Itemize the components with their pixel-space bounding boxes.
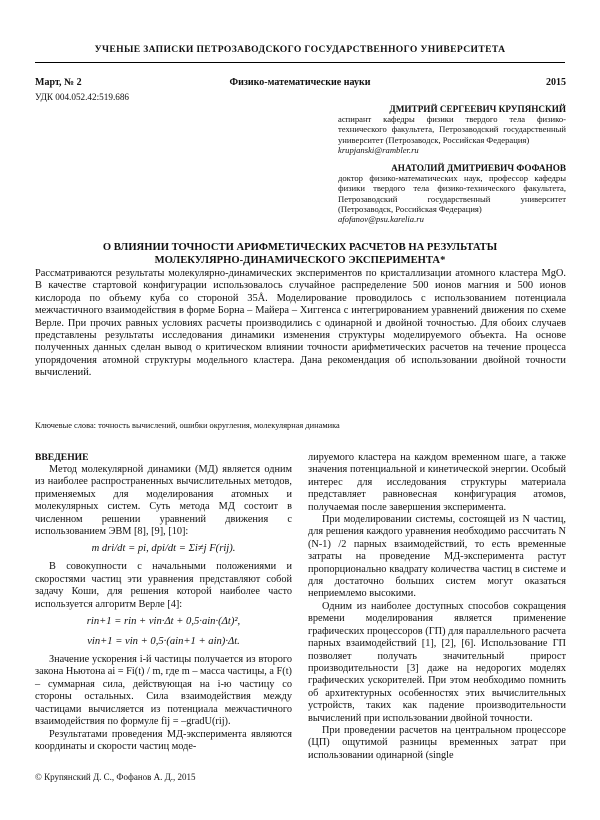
header-rule <box>35 62 565 63</box>
paragraph: При моделировании системы, состоящей из N частиц, для решения каждого уравнения необходимо рассчитать N (N-1) /2 парных взаимодействий, то есть временные затраты на проведение МД-эксперимента растут пропорционально квадрату количества частиц в системе и для достаточно больших систем могут оказаться неприемлемо высокими. <box>308 514 566 600</box>
copyright: © Крупянский Д. С., Фофанов А. Д., 2015 <box>35 772 196 782</box>
keywords: Ключевые слова: точность вычислений, ошибки округления, молекулярная динамика <box>35 421 340 430</box>
paragraph: При проведении расчетов на центральном процессоре (ЦП) ощутимой разницы временных затрат при использовании одинарной (single <box>308 724 566 761</box>
author-email-2[interactable]: afofanov@psu.karelia.ru <box>338 214 424 225</box>
year-label: 2015 <box>546 77 566 88</box>
right-column <box>308 452 566 762</box>
author-affiliation-1: аспирант кафедры физики твердого тела физико-технического факультета, Петрозаводский государственный университет (Петрозаводск, Российская Федерация) <box>338 114 566 145</box>
author-block-1 <box>338 104 566 155</box>
equation-verlet-velocity: vin+1 = vin + 0,5·(ain+1 + ain)·Δt. <box>87 636 240 648</box>
author-affiliation-2: доктор физико-математических наук, профессор кафедры физики твердого тела физико-технического факультета, Петрозаводский государственный университет (Петрозаводск, Российская Федерация) <box>338 173 566 214</box>
author-name-2: АНАТОЛИЙ ДМИТРИЕВИЧ ФОФАНОВ <box>391 163 566 173</box>
paragraph: Значение ускорения i-й частицы получается из второго закона Ньютона ai = Fi(t) / m, где m – масса частицы, а F(t) – суммарная сила, действующая на i-ю частицу со стороны остальных. Сила взаимодействия между частицами вычисляется из потенциала межчастичного взаимодействия по формуле fij = –gradU(rij). <box>35 654 292 728</box>
paragraph: лируемого кластера на каждом временном шаге, а также значения потенциальной и кинетической энергии. Особый интерес для исследования структуры материала представляет равновесная конфигурация атомов, получаемая после завершения эксперимента. <box>308 452 566 513</box>
paper-title: О ВЛИЯНИИ ТОЧНОСТИ АРИФМЕТИЧЕСКИХ РАСЧЕТОВ НА РЕЗУЛЬТАТЫ МОЛЕКУЛЯРНО-ДИНАМИЧЕСКОГО ЭКСПЕРИМЕНТА* <box>102 242 498 266</box>
section-label: Физико-математические науки <box>229 77 371 88</box>
paragraph: Одним из наиболее доступных способов сокращения времени моделирования является применение графических процессоров (ГП) для параллельного расчета парных взаимодействий [1], [2], [6]. Использование ГП позволяет получать значительный прирост производительности [3] даже на недорогих моделях графических ускорителей. При этом необходимо помнить об архитектурных особенностях этих вычислительных устройств, таких как падение производительности вычислений при использовании двойной точности. <box>308 600 566 724</box>
left-column <box>35 464 292 753</box>
author-name-1: ДМИТРИЙ СЕРГЕЕВИЧ КРУПЯНСКИЙ <box>389 104 566 114</box>
abstract: Рассматриваются результаты молекулярно-динамических экспериментов по кристаллизации атомного кластера MgO. В качестве стартовой конфигурации использовалось случайное распределение 500 ионов магния и 500 ионов кислорода по объему куба со стороной 35Å. Моделирование проводилось с использованием потенциала межчастичного взаимодействия в форме Борна – Майера – Хиггенса с интегрированием уравнений движения по схеме Верле. При прочих равных условиях расчеты производились с одинарной и двойной точностью. Для обоих случаев представлены результаты исследования динамики изменения структуры моделируемого объекта. На основе полученных данных сделан вывод о критическом влиянии точности арифметических расчетов на течение процесса упорядочения атомной структуры модельного кластера. Дана рекомендация об использовании двойной точности вычислений. <box>35 268 566 379</box>
paragraph: Результатами проведения МД-эксперимента являются координаты и скорости частиц моде- <box>35 728 292 752</box>
author-block-2 <box>338 163 566 224</box>
equation-motion: m dri/dt = pi, dpi/dt = Σi≠j F(rij). <box>91 543 236 555</box>
paragraph: В совокупности с начальными положениями и скоростями частиц эти уравнения представляют собой задачу Коши, для решения которой наиболее часто используется алгоритм Верле [4]: <box>35 561 292 610</box>
udc-code: УДК 004.052.42:519.686 <box>35 92 130 102</box>
section-heading: ВВЕДЕНИЕ <box>35 452 89 463</box>
issue-label: Март, № 2 <box>35 77 82 88</box>
equation-verlet-position: rin+1 = rin + vin·Δt + 0,5·ain·(Δt)², <box>86 616 241 628</box>
journal-title: УЧЕНЫЕ ЗАПИСКИ ПЕТРОЗАВОДСКОГО ГОСУДАРСТВЕННОГО УНИВЕРСИТЕТА <box>94 44 506 55</box>
paragraph: Метод молекулярной динамики (МД) является одним из наиболее распространенных вычислительных методов, применяемых для моделирования атомных и молекулярных систем. Суть метода МД состоит в численном решении уравнений движения с использованием ЭВМ [8], [9], [10]: <box>35 464 292 538</box>
author-email-1[interactable]: krupjanski@rambler.ru <box>338 144 419 155</box>
